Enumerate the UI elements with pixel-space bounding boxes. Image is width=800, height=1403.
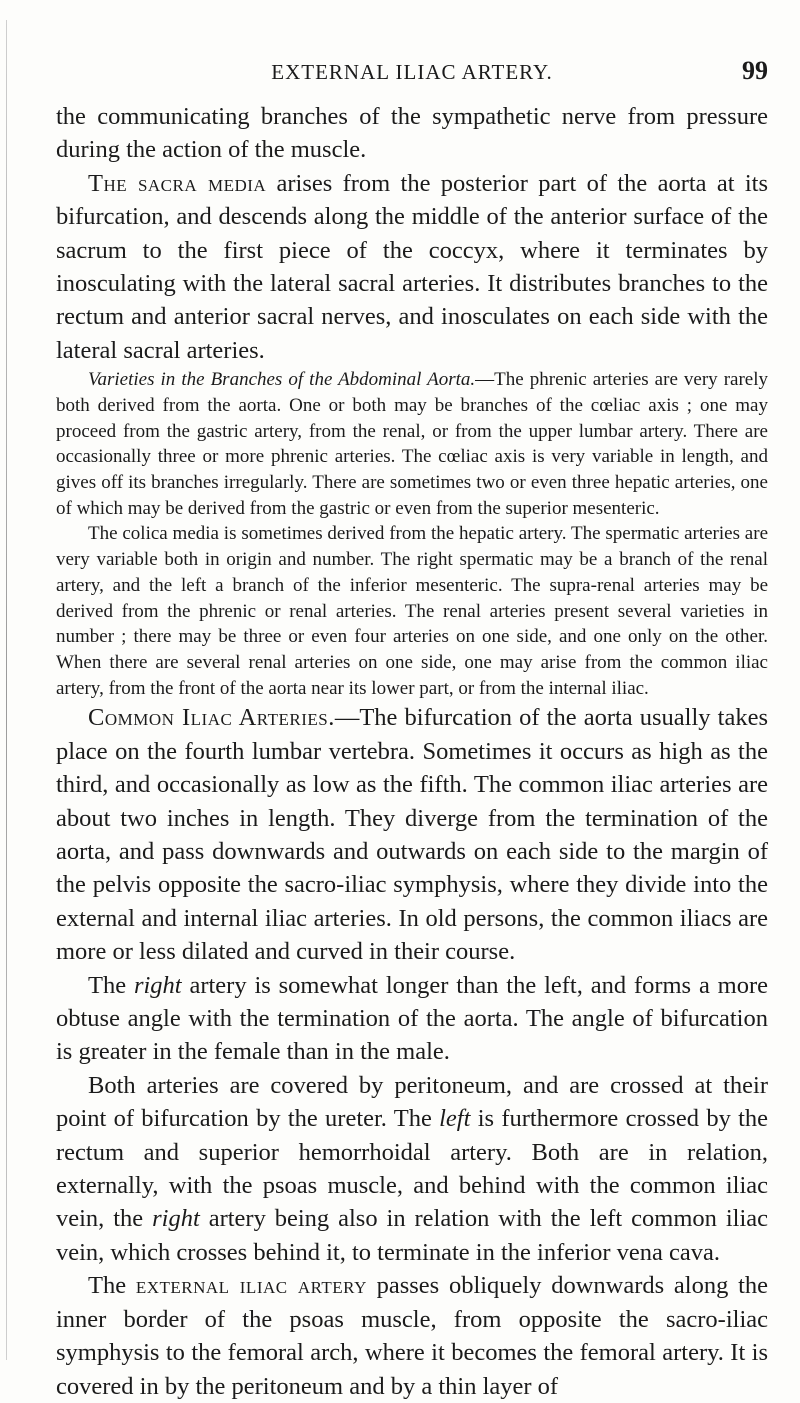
external-iliac-heading: external iliac artery <box>135 1272 367 1300</box>
paragraph-sacra-media: The sacra media arises from the posterior part of the aorta at its bifurcation, and descends along the middle of the anterior surface of the sacrum to the first piece of the coccyx, where it terminates by inosculating with the lateral sacral arteries. It distributes branches to the rectum and anterior sacral nerves, and inosculates on each side with the lateral sacral arteries. <box>56 169 769 364</box>
paragraph-external-iliac: The external iliac artery passes obliquely downwards along the inner border of the psoas muscle, from opposite the sacro-iliac symphysis to the femoral arch, where it becomes the femoral artery. It is covered in by the peritoneum and by a thin layer of <box>56 1272 769 1400</box>
paragraph-relations: Both arteries are covered by peritoneum, and are crossed at their point of bifurcation by the ureter. The left is furthermore crossed by the rectum and superior hemorrhoidal artery. Both are in relation, externally, with the psoas muscle, and behind with the common iliac vein, the right artery being also in relation with the left common iliac vein, which crosses behind it, to terminate in the inferior vena cava. <box>56 1071 769 1266</box>
common-iliac-heading: Common Iliac Arteries. <box>88 704 335 732</box>
paragraph-right-artery: The right artery is somewhat longer than the left, and forms a more obtuse angle with the termination of the aorta. The angle of bifurcation is greater in the female than in the male. <box>56 971 769 1066</box>
paragraph-varieties: Varieties in the Branches of the Abdominal Aorta.—The phrenic arteries are very rarely both derived from the aorta. One or both may be branches of the cœliac axis ; one may proceed from the gastric artery, from the renal, or from the upper lumbar artery. There are occasionally three or more phrenic arteries. The cœliac axis is very variable in length, and gives off its branches irregularly. There are sometimes two or even three hepatic arteries, one of which may be derived from the gastric or even from the superior mesenteric. <box>56 369 768 519</box>
paragraph-varieties-continued: The colica media is sometimes derived from the hepatic artery. The spermatic arteries are very variable both in origin and number. The right spermatic may be a branch of the renal artery, and the left a branch of the inferior mesenteric. The supra-renal arteries may be derived from the phrenic or renal arteries. The renal arteries present several varieties in number ; there may be three or even four arteries on one side, and one only on the other. When there are several renal arteries on one side, one may arise from the common iliac artery, from the front of the aorta near its lower part, or from the internal iliac. <box>56 523 768 699</box>
varieties-heading: Varieties in the Branches of the Abdominal Aorta. <box>88 369 476 391</box>
running-title: EXTERNAL ILIAC ARTERY. <box>271 60 553 84</box>
running-header <box>56 56 768 90</box>
paragraph-continuation: the communicating branches of the sympathetic nerve from pressure during the action of the muscle. <box>56 103 768 164</box>
page-number: 99 <box>742 56 768 85</box>
page-binding-edge <box>6 20 7 1360</box>
sacra-media-heading: The sacra media <box>88 169 267 197</box>
paragraph-common-iliac: Common Iliac Arteries.—The bifurcation of the aorta usually takes place on the fourth lumbar vertebra. Sometimes it occurs as high as the third, and occasionally as low as the fifth. The common iliac arteries are about two inches in length. They diverge from the termination of the aorta, and pass downwards and outwards on each side to the margin of the pelvis opposite the sacro-iliac symphysis, where they divide into the external and internal iliac arteries. In old persons, the common iliacs are more or less dilated and curved in their course. <box>56 704 768 966</box>
body-text <box>56 100 768 1403</box>
